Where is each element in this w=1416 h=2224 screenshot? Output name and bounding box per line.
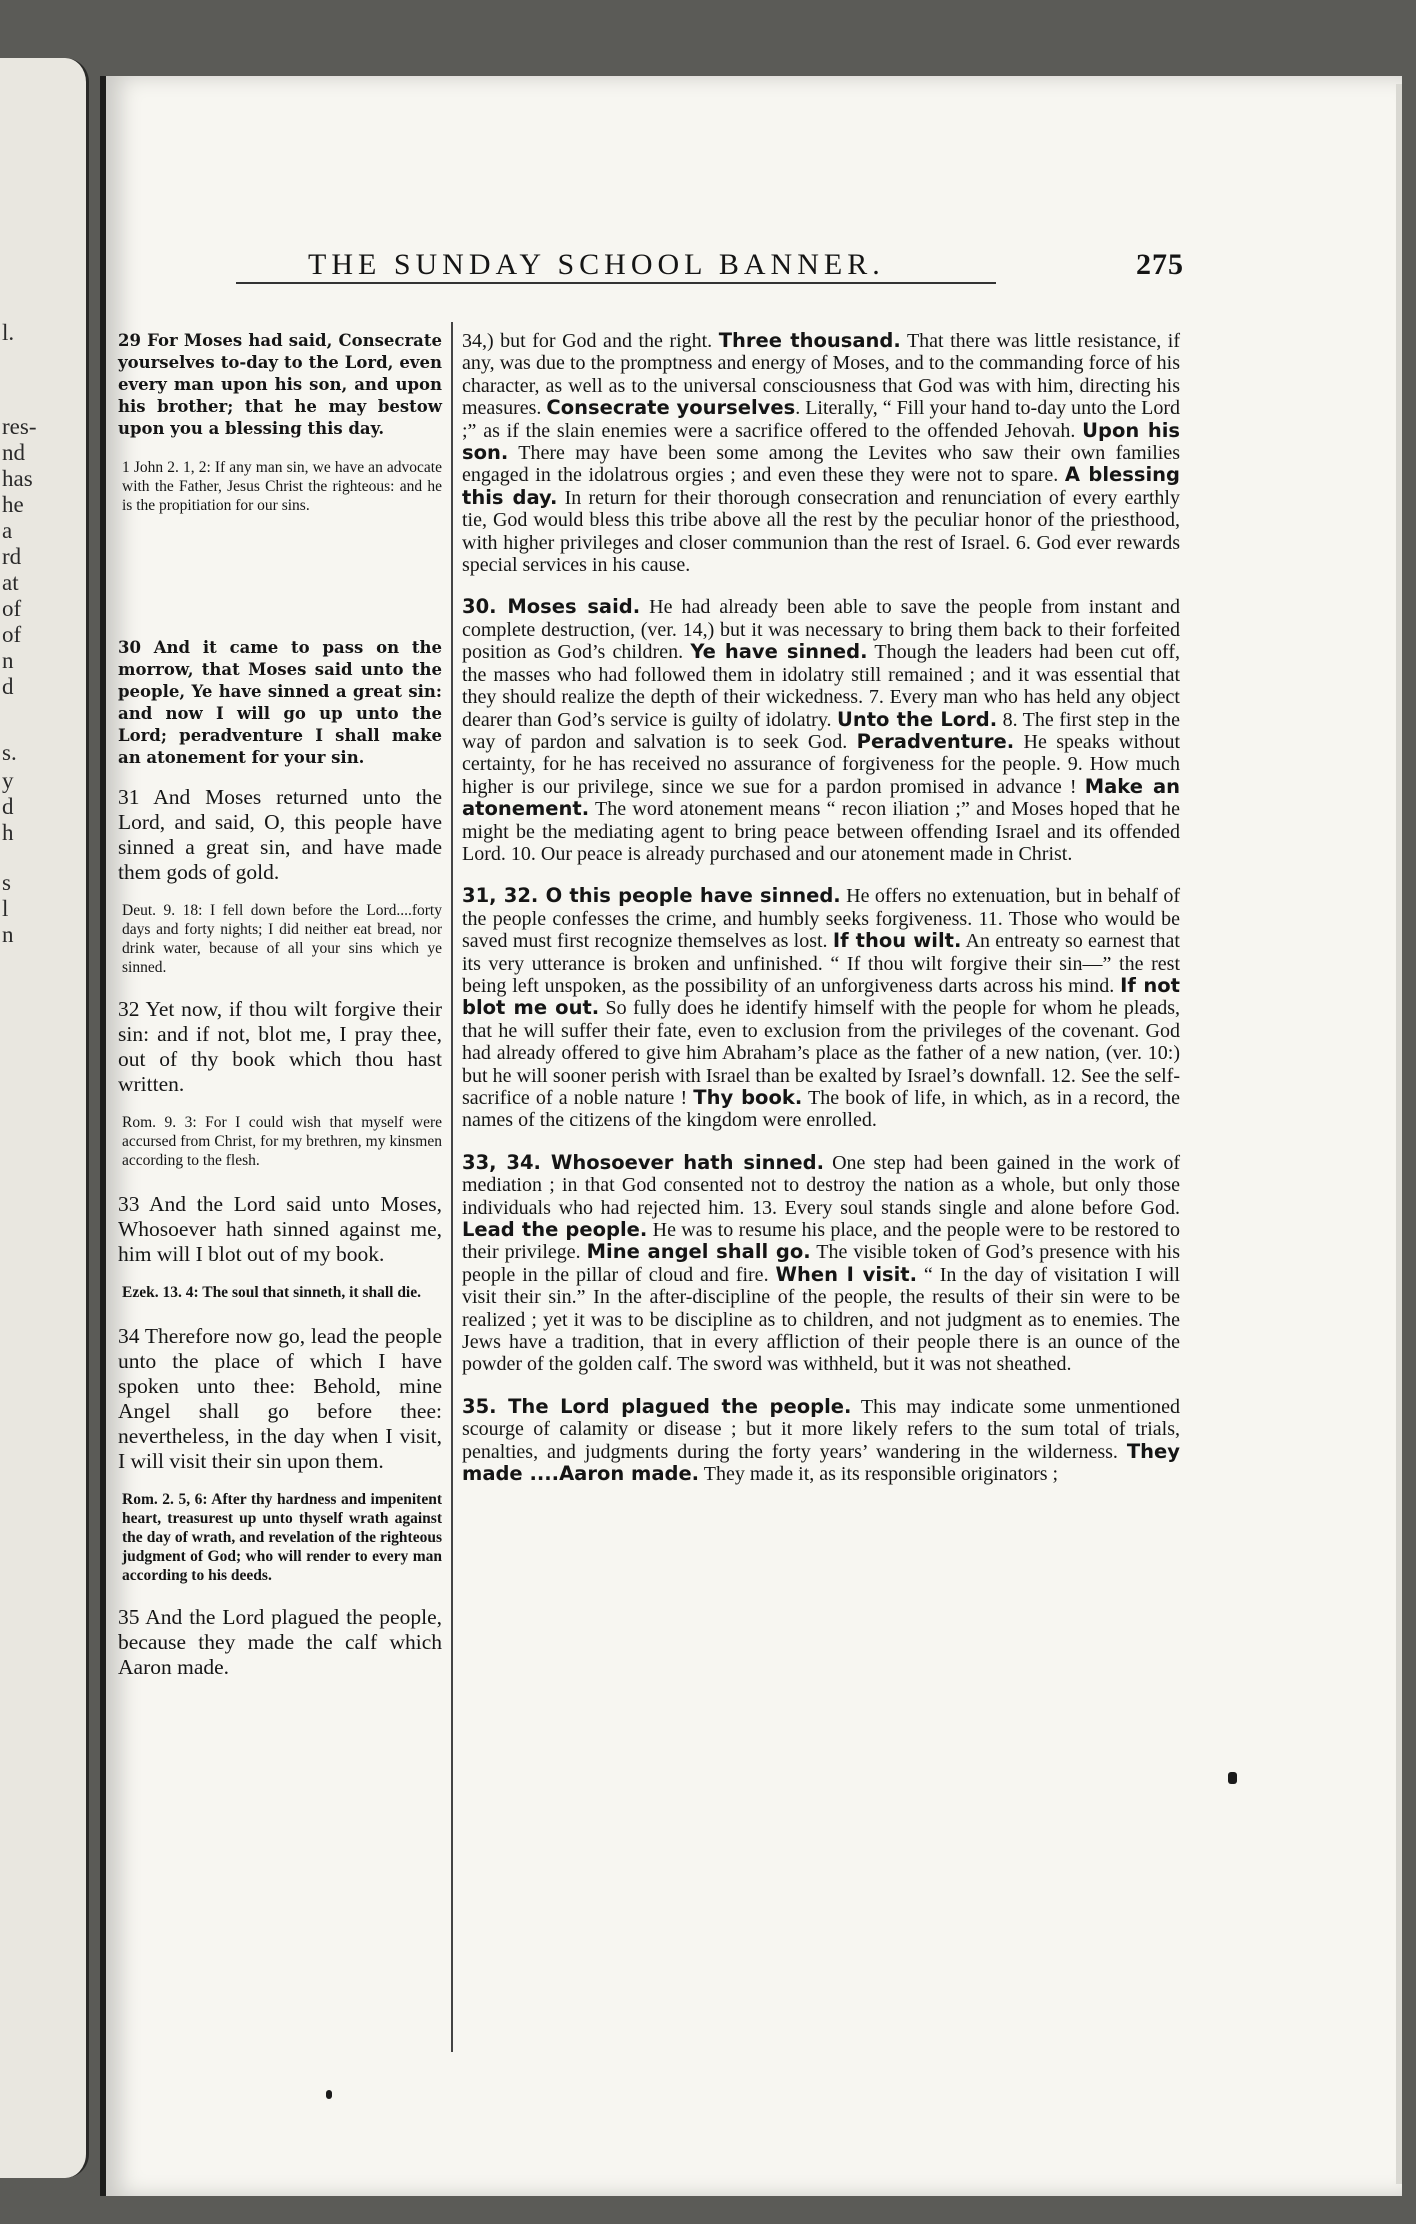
verse-29: 29 For Moses had said, Consecrate yourselves to-day to the Lord, even every man upon his son, and upon his brother; that he may bestow upon you a blessing this day. [118, 331, 442, 438]
commentary-text: He speaks without certainty, for he has received no assurance of forgiveness for the people. 9. How much higher is our privilege, since we sue for a pardon promised in advance ! [462, 730, 1180, 798]
facing-page-fragment: l. [2, 320, 15, 345]
commentary-text: Though the leaders had been cut off, the masses who had followed them in idolatry still remained ; and it was essential that they should realize the depth of their wickedness. 7. Every man who has held any object dearer than God’s service is guilty of idolatry. [462, 641, 1180, 731]
facing-page-fragment: of [2, 596, 22, 621]
facing-page-fragment: s [2, 870, 11, 895]
facing-page-fragment: d [2, 674, 14, 699]
facing-page-fragment: y [2, 768, 14, 793]
commentary-paragraph [462, 1152, 1180, 1376]
commentary-heading: 30. Moses said. [462, 595, 641, 619]
facing-page-fragment: nd [2, 440, 25, 465]
commentary-text: “ In the day of visitation I will visit their sin.” In the after-discipline of the people, the results of their sin were to be realized ; yet it was to be discipline as to children, and not judgment as to enemies. The Jews have a tradition, that in every affliction of their people there is an ounce of the powder of the golden calf. The sword was withheld, but it was not sheathed. [462, 1263, 1180, 1376]
commentary-text: There may have been some among the Levites who saw their own families engaged in the idolatrous orgies ; and even these they were not to spare. [462, 442, 1180, 487]
commentary-text: He was to resume his place, and the people were to be restored to their privilege. [462, 1219, 1180, 1264]
verse-30: 30 And it came to pass on the morrow, that Moses said unto the people, Ye have sinned a great sin: and now I will go up unto the Lord; peradventure I shall make an atonement for your sin. [118, 638, 442, 767]
commentary-text: He had already been able to save the people from instant and complete destruction, (ver. 14,) but it was necessary to bring them back to their forfeited position as God’s children. [462, 596, 1180, 664]
commentary-paragraph [462, 596, 1180, 865]
commentary-text: That there was little resistance, if any, was due to the promptness and energy of Moses, and to the commanding force of his character, as well as to the universal consciousness that God was with him, directing his measures. [462, 330, 1180, 420]
commentary-text: The book of life, in which, as in a record, the names of the citizens of the kingdom were enrolled. [462, 1087, 1181, 1132]
commentary-paragraph [462, 330, 1180, 576]
commentary-heading: A blessing this day. [462, 463, 1180, 509]
commentary-heading: Three thousand. [718, 329, 901, 352]
commentary-heading: Ye have sinned. [690, 640, 868, 664]
commentary-heading: If not blot me out. [462, 973, 1180, 1020]
facing-page-fragment: rd [2, 544, 22, 569]
page-title: THE SUNDAY SCHOOL BANNER. [308, 248, 885, 281]
commentary-text: . Literally, “ Fill your hand to-day unto the Lord ;” as if the slain enemies were a sacrifice offered to the offended Jehovah. [462, 397, 1180, 442]
print-speck [1228, 1772, 1237, 1784]
facing-page-fragment: he [2, 492, 24, 517]
commentary-column [462, 330, 1180, 1486]
commentary-heading: Thy book. [693, 1086, 803, 1109]
verse-32: 32 Yet now, if thou wilt forgive their sin: and if not, blot me, I pray thee, out of thy book which thou hast written. [118, 997, 442, 1096]
commentary-heading: 35. The Lord plagued the people. [462, 1394, 852, 1418]
commentary-text: One step had been gained in the work of mediation ; in that God consented not to destroy the nation as a whole, but only those individuals who had rejected him. 13. Every soul stands single and alone before God. [462, 1151, 1180, 1219]
commentary-heading: When I visit. [775, 1262, 918, 1286]
scripture-column [118, 330, 442, 1680]
facing-page-fragment: of [2, 622, 22, 647]
commentary-heading: Lead the people. [462, 1218, 648, 1242]
commentary-text: So fully does he identify himself with the people for whom he pleads, that he will suffer their fate, even to exclusion from the privileges of the covenant. God had already offered to give him Abraham’s place as the father of a new nation, (ver. 10:) but he will sooner perish with Israel than be exalted by Israel’s downfall. 12. See the self-sacrifice of a noble nature ! [462, 997, 1180, 1109]
commentary-heading: 31, 32. O this people have sinned. [462, 884, 841, 908]
commentary-text: He offers no extenuation, but in behalf of the people confesses the crime, and humbly seeks forgiveness. 11. Those who would be saved must first recognize themselves as lost. [462, 885, 1180, 953]
header-rule [236, 282, 996, 284]
commentary-text: The word atonement means “ recon iliation ;” and Moses hoped that he might be the mediating agent to bring peace between offending Israel and its offended Lord. 10. Our peace is already purchased and our atonement made in Christ. [462, 798, 1180, 865]
facing-page-fragment: res- [2, 414, 37, 439]
commentary-heading: They made ....Aaron made. [462, 1439, 1180, 1486]
facing-page-fragment: at [2, 570, 19, 595]
commentary-paragraph [462, 1396, 1180, 1486]
verse-33: 33 And the Lord said unto Moses, Whosoever hath sinned against me, him will I blot out of my book. [118, 1192, 442, 1266]
facing-page-fragment: n [2, 922, 14, 947]
column-divider [451, 322, 453, 2052]
cross-reference: Deut. 9. 18: I fell down before the Lord....forty days and forty nights; I did neither eat bread, nor drink water, because of all your sins which ye sinned. [122, 902, 442, 976]
commentary-heading: 33, 34. Whosoever hath sinned. [462, 1150, 825, 1174]
commentary-text: 34,) but for God and the right. [462, 330, 719, 352]
commentary-heading: Peradventure. [856, 729, 1015, 753]
commentary-text: In return for their thorough consecration and renunciation of every earthly tie, God would bless this tribe above all the rest by the peculiar honor of the priesthood, with higher privileges and closer communion than the rest of Israel. 6. God ever rewards special services in his cause. [462, 486, 1180, 577]
commentary-text: They made it, as its responsible originators ; [699, 1463, 1059, 1486]
commentary-heading: Make an atonement. [462, 774, 1180, 821]
verse-34: 34 Therefore now go, lead the people unto the place of which I have spoken unto thee: Behold, mine Angel shall go before thee: nevertheless, in the day when I visit, I will visit their sin upon them. [118, 1324, 442, 1473]
facing-page-fragment: l [2, 896, 9, 921]
commentary-heading: Upon his son. [462, 418, 1180, 465]
cross-reference: Ezek. 13. 4: The soul that sinneth, it shall die. [122, 1284, 421, 1301]
cross-reference: 1 John 2. 1, 2: If any man sin, we have an advocate with the Father, Jesus Christ the righteous: and he is the propitiation for our sins. [122, 459, 442, 514]
facing-page-fragment: s. [2, 740, 17, 765]
verse-35: 35 And the Lord plagued the people, because they made the calf which Aaron made. [118, 1605, 442, 1679]
facing-page-fragment: a [2, 518, 13, 543]
page-edge-shadow [1396, 84, 1402, 2184]
verse-31: 31 And Moses returned unto the Lord, and said, O, this people have sinned a great sin, and have made them gods of gold. [118, 785, 442, 884]
commentary-heading: Mine angel shall go. [586, 1240, 811, 1264]
page-number: 275 [1136, 248, 1184, 281]
cross-reference: Rom. 9. 3: For I could wish that myself were accursed from Christ, for my brethren, my kinsmen according to the flesh. [122, 1114, 442, 1169]
commentary-heading: Consecrate yourselves [546, 396, 796, 420]
facing-page-fragment: h [2, 820, 14, 845]
cross-reference: Rom. 2. 5, 6: After thy hardness and impenitent heart, treasurest up unto thyself wrath against the day of wrath, and revelation of the righteous judgment of God; who will render to every man according to his deeds. [122, 1491, 442, 1584]
facing-page-fragment: d [2, 794, 14, 819]
commentary-text: The visible token of God’s presence with his people in the pillar of cloud and fire. [462, 1241, 1180, 1286]
facing-page-fragment: has [2, 466, 33, 491]
commentary-heading: If thou wilt. [832, 929, 962, 953]
commentary-text: An entreaty so earnest that its very utterance is broken and unfinished. “ If thou wilt forgive their sin—” the rest being left unspoken, as the possibility of an unforgiveness darts across his mind. [462, 930, 1180, 997]
commentary-heading: Unto the Lord. [836, 707, 998, 731]
facing-page-edge [0, 58, 89, 2178]
print-speck [326, 2090, 332, 2099]
facing-page-fragment: n [2, 648, 14, 673]
commentary-paragraph [462, 885, 1180, 1131]
commentary-text: 8. The first step in the way of pardon and salvation is to seek God. [462, 708, 1180, 753]
commentary-text: This may indicate some unmentioned scourge of calamity or disease ; but it more likely refers to the sum total of trials, penalties, and judgments during the forty years’ wandering in the wilderness. [462, 1395, 1180, 1463]
